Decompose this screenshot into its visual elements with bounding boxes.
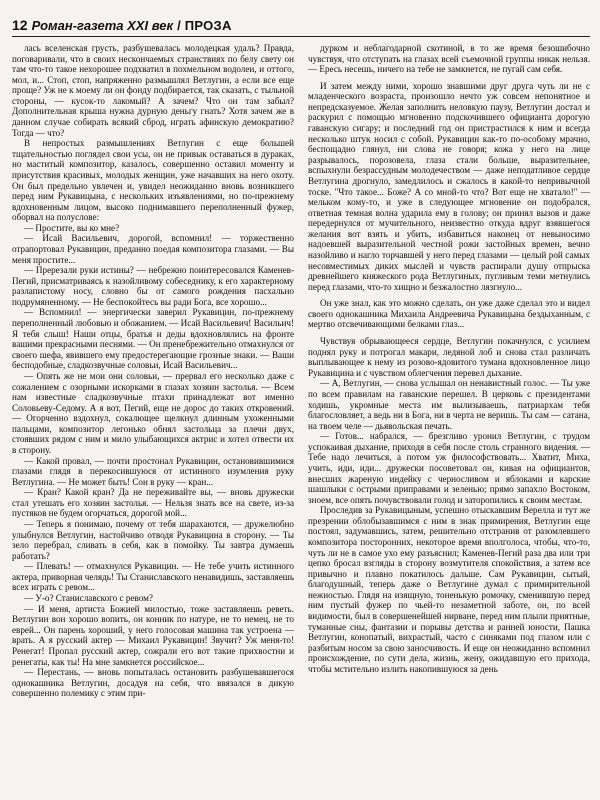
- paragraph: — А, Ветлугин, — снова услышал он ненавистный голос. — Ты уже по всем правилам на гаванские перешел. В церковь с президентами ходишь, укромные места им вылизываешь, патриархам тебя благословляет, а ведь ни в Бога, ни в черта не веришь. Ты сам — сатана, на твоем челе — дьявольская печать.: [308, 378, 590, 431]
- paragraph: — Простите, вы ко мне?: [24, 222, 120, 233]
- section-title: ПРОЗА: [184, 17, 232, 33]
- right-column: [308, 43, 590, 791]
- paragraph: — Перестань, — вновь попыталась остановить разбушевавшегося однокашника Ветлугин, досадуя на себя, что ввязался в дикую совершенно полемику с этим при-: [12, 667, 294, 699]
- paragraph: — Пререзали руки истины? — небрежно поинтересовался Каменев-Пегий, присматриваясь к назойливому собеседнику, к его характерному разлапистому носу, словно бы от самого рождения пасхально подрумяненному. — Не беспокойтесь вы ради Бога, все хорошо...: [12, 265, 294, 307]
- paragraph: дурком и неблагодарной скотиной, в то же время безошибочно чувствуя, что отступать на глазах всей съемочной группы никак нельзя. — Ересь несешь, ничего на тебе не замкнется, не пугай сам себя.: [308, 43, 590, 75]
- paragraph: Чувствуя обрывающееся сердце, Ветлугин покачнулся, с усилием поднял руку и потрогал макари, ледяной лоб и снова стал различать выплывающее к нему из розово-ядовитого тумана вдохновленное лицо Рукавицина и с чувством облегчения перевел дыхание.: [308, 336, 590, 378]
- paragraph: — Какой провал, — почти простонал Рукавицин, остановившимися глазами глядя в перекосившуюся от истинного изумления руку Ветлугина. — Не может быть! Сон в руку — кран...: [12, 455, 294, 487]
- paragraph: — Теперь я понимаю, почему от тебя шарахаются, — дружелюбно улыбнулся Ветлугин, настойчиво отводя Рукавицина в сторону. — Ты зело перебрал, сливать в себя, как в помойку. Ты завтра думаешь работать?: [12, 519, 294, 561]
- paragraph: Он уже знал, как это можно сделать, он уже даже сделал это и видел своего однокашника Михаила Андреевича Рукавицына бездыханным, с мертво отсвечивающими белками глаз...: [308, 298, 590, 330]
- paragraph: Проследив за Рукавицыным, успешно отыскавшим Верелла и тут же презрении облобызавшимся с ним в знак примирения, Ветлугин еще постоял, задумавшись, затем, решительно отстранив от разомлевшего композитора посторонних, некоторое время вполголоса, чтобы, что-то, чуть ли не в самое ухо ему разъяснил; Каменев-Пегий раза два или три цепко бросал взгляды в сторону возмутителя спокойствия, а затем все привычно и плавно покатилось дальше. Сам Рукавицин, сытый, благодушный, теперь даже о Ветлугине думал с примирительной нежностью. Глядя на изящную, тоненькую ромочку, сменившую перед ним пустый фужер по чьей-то незаметной заботе, он, по всей видимости, был в совершенейшей нирване, перед ним плыли приятные, туманные сны, фантазии и порывы детства и ранней юности, Пашка Ветлугин, конопатый, вихрастый, часто с синяками под глазом или с разбитым носом за свою заносчивость. И еще он неожиданно вспомнил происхождение, по сути дела, жизнь, жену, ожидавшую его прихода, чтобы мстительно излить накопившуюся за день: [308, 505, 590, 674]
- paragraph: — Готов... набрался, — брезгливо уронил Ветлугин, с трудом успокаивая дыхание, приходя в себя после столь странного видения. — Тебе надо лечиться, а потом уж философствовать... Хватит, Миха, учить, иди, иди... дружески посоветовал он, кивая на официантов, внесших жареную индейку с черносливом и яблоками и карские шашлыки с острыми приправами и зеленью; прямо запахло Востоком, зноем, все опять почувствовали голод и заторопились к своим местам.: [308, 431, 590, 505]
- paragraph: — Вспомнил! — энергически заверил Рукавицин, по-прежнему переполненный любовью и обожанием. — Исай Васильевич! Васильич! Я тебя слыш! Наши отцы, братья и деды вдохновлялись на фронте вашими прекрасными песнями. — Он пренебрежительно отмахнулся от своего шефа, явившего ему предостерегающие грозные знаки. — Ваши бесподобные, сладкозвучные соловьи, Исай Васильевич...: [12, 307, 294, 371]
- paragraph: — Исай Васильевич, дорогой, вспомнил! — торжественно отрапортовал Рукавицин, преданно поедая композитора глазами. — Вы меня простите...: [12, 233, 294, 265]
- paragraph: И затем между ними, хорошо знавшими друг друга чуть ли не с младенческого возраста, произошло нечто уж совсем непонятное и непредсказуемое. Желая заполнить неловкую паузу, Ветлугин достал и раскурил с помощью мгновенно подскочившего официанта дорогую гаванскую сигару; и последний год он пристрастился к ним и всегда несколько штук носил с собой. Рукавицин как-то по-особому мрачно, беспощадно глянул, ни слова не говоря; кожа у него на лице разрывалось, порозовела, глаза стали больше, выразительнее, вспыхнули безрассудным молодечеством — даже неподатливое сердце Ветлугина дрогнуло, замедлилось и сжалось в какой-то непривычной тоске. "Что такое... Боже? А со мной-то что? Вот еще не хватало!" — мельком кому-то, и уже в следующее мгновение он подобрался, ответная темная волна ударила ему в голову; он принял вызов и даже передернулся от мучительного, неизвестно откуда вдруг взявшегося желания вот взять и убить, избавиться наконец от невыносимо надоевшей выразительной честной рожи застойных времен, вечно назойливо и нагло торчавшей у него перед глазами — целый рой самых несовместимых диких мыслей и чувств распирали душу отпрыска древнейшего княжеского рода Ветлугиных, пугливым теми метнулись перед глазами, что-то хищно и безжалостно лязгнуло...: [308, 80, 590, 292]
- paragraph: — Плевать! — отмахнулся Рукавицин. — Не тебе учить истинного актера, приворная челядь! Ты Станиславского ненавидишь, заставляешь всех играть с ревом...: [12, 561, 294, 593]
- paragraph: — Кран? Какой кран? Да не переживайте вы, — вновь дружески стал утешать его хозяин застолья. — Нельзя знать все на свете, из-за пустяков не будем огорчаться, дорогой мой...: [12, 487, 294, 519]
- paragraph: — И меня, артиста Божией милостью, тоже заставляешь реветь. Ветлугин вон хорошо вопить, он конник по натуре, не то немец, не то еврей... Он парень хороший, у него голосовая машина так устроена — врать. А я русский актер — Михаил Рукавицин! Звучит? Уж меня-то! Ренегат! Пропал русский актер, сожрали его вот такие прихвостни и ренегаты, как ты! На мне замкнется российское...: [12, 603, 294, 667]
- paragraph: — У-о? Станиславского с ревом?: [24, 593, 153, 604]
- header-slash: /: [177, 17, 181, 33]
- magazine-title: Роман-газета XXI век: [31, 17, 174, 33]
- paragraph: В непростых размышлениях Ветлугин с еще большей тщательностью поглядел свои усы, он не привык оставаться в дураках, но маститый композитор, казалось, совершенно оставил моменту и присутствия красивых, молодых женщин, уже начавших на него охоту. Он был предельно увлечен и, увидел неожиданно вновь возникшего перед ним Рукавицына, с нескольких изъявлениями, но по-прежнему вдохновенным лицом, высоко поднимавшего переполненный фужер, оборвал на полуслове:: [12, 138, 294, 223]
- text-columns: [12, 43, 590, 791]
- paragraph: — Опять же не мои они соловьи, — прервал его несколько даже с сожалением с озорными искорками в глазах хозяин застолья. — Всем нам известные сладкозвучные птахи принадлежат вот именно Соловьеву-Седому. А я вот, Пегий, еще не дорос до таких откровений. — Огорченно вздохнул, сокалющее щелкнул длинным ухоженными пальцами, композитор легонько обнял застольца за плечи двух, стоявших рядом с ним и мило улыбающихся актрис и хотел отвести их в сторону.: [12, 370, 294, 455]
- page-header: [12, 14, 590, 37]
- page-number: 12: [12, 17, 28, 33]
- paragraph: лась вселенская грусть, разбушевалась молодецкая удаль? Правда, поговаривали, что в своих нескончаемых странствиях по белу свету он там что-то такое нехорошее подхватил в похмельном водолеи, и оттого, мол, и... Стоп, стоп, напряженно размышлял Ветлугин, а если все еще проще? Уж не к моему ли он фонду подбирается, так сказать, с тыльной стороны, — кусок-то лакомый? А зачем? Что он там забыл? Дополнительная крыша нужна дурную деньгу гнать? Хотя зачем же в данном случае собирать всякий сброд, играть афинскую демократию? Тогда — что?: [12, 43, 294, 138]
- left-column: [12, 43, 294, 791]
